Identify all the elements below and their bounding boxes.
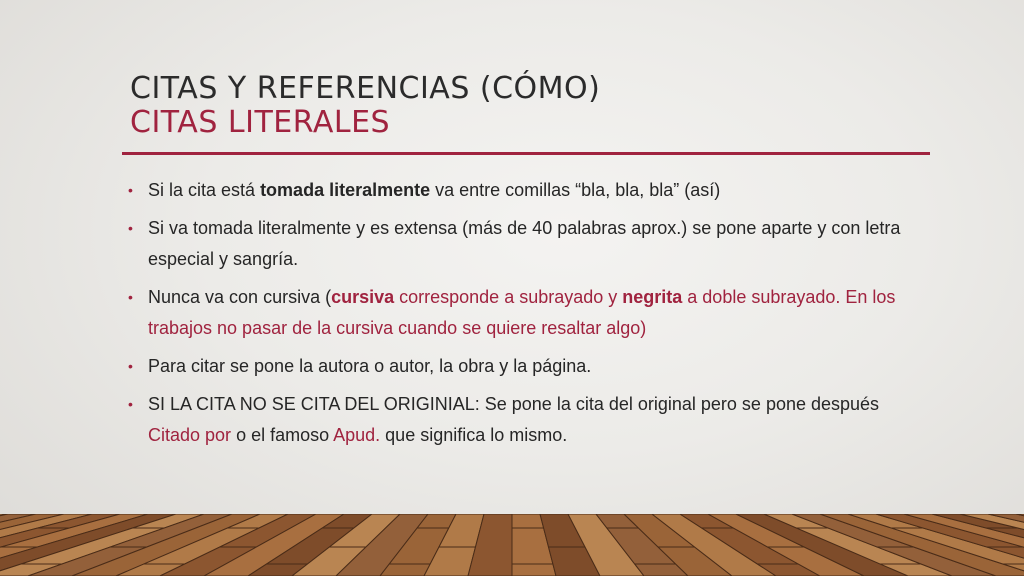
bullet-text: Nunca va con cursiva ( bbox=[148, 287, 332, 307]
bullet-item bbox=[128, 213, 928, 275]
bullet-dot-icon: • bbox=[128, 289, 133, 305]
bullet-text: a doble subrayado. En los trabajos no pasar de la cursiva cuando se quiere resaltar algo) bbox=[148, 287, 896, 338]
title-divider bbox=[122, 152, 930, 155]
bullet-text: corresponde a subrayado y bbox=[394, 287, 623, 307]
bullet-item bbox=[128, 389, 928, 451]
bullet-dot-icon: • bbox=[128, 358, 133, 374]
bullet-text: tomada literalmente bbox=[260, 180, 431, 200]
title-main: CITAS Y REFERENCIAS (CÓMO) bbox=[130, 71, 601, 106]
bullet-text: Si la cita está bbox=[148, 180, 261, 200]
bullet-text: Para citar se pone la autora o autor, la obra y la página. bbox=[148, 356, 592, 376]
bullet-dot-icon: • bbox=[128, 396, 133, 412]
bullet-text: Apud. bbox=[333, 425, 381, 445]
wood-floor-image bbox=[0, 514, 1024, 576]
bullet-item bbox=[128, 175, 928, 206]
wood-floor-decoration bbox=[0, 514, 1024, 576]
bullet-text: o el famoso bbox=[231, 425, 334, 445]
bullet-text: SI LA CITA NO SE CITA DEL ORIGINIAL: Se pone la cita del original pero se pone después bbox=[148, 394, 880, 414]
title-subtitle: CITAS LITERALES bbox=[130, 105, 391, 140]
slide-title bbox=[130, 72, 930, 140]
bullet-dot-icon: • bbox=[128, 182, 133, 198]
bullet-text: va entre comillas “bla, bla, bla” (así) bbox=[430, 180, 721, 200]
bullet-item bbox=[128, 351, 928, 382]
bullet-text: negrita bbox=[622, 287, 683, 307]
bullet-text: Citado por bbox=[148, 425, 232, 445]
bullet-text: cursiva bbox=[331, 287, 395, 307]
bullet-item bbox=[128, 282, 928, 344]
bullet-dot-icon: • bbox=[128, 220, 133, 236]
bullet-list bbox=[128, 175, 928, 458]
bullet-text: que significa lo mismo. bbox=[380, 425, 568, 445]
bullet-text: Si va tomada literalmente y es extensa (más de 40 palabras aprox.) se pone aparte y con letra especial y sangría. bbox=[148, 218, 901, 269]
